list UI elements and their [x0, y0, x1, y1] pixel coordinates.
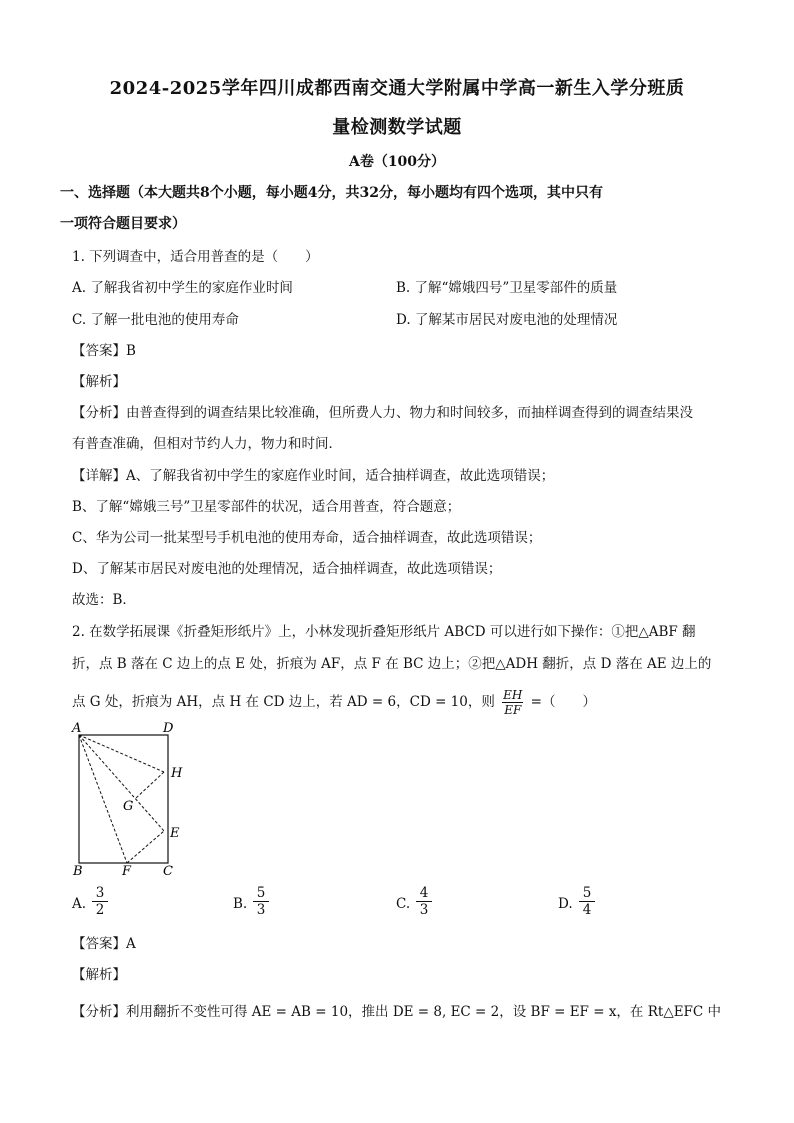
q2-ratio-denominator: EF — [504, 703, 522, 717]
figure-label-d: D — [163, 721, 174, 736]
q2-option-b-den: 3 — [256, 902, 266, 918]
figure-label-e: E — [170, 826, 180, 841]
figure-label-h: H — [171, 766, 183, 781]
q2-option-d-label: D. — [558, 896, 573, 912]
q1-conclusion: 故选：B． — [72, 592, 136, 608]
q2-stem-line2: 折，点 B 落在 C 边上的点 E 处，折痕为 AF，点 F 在 BC 边上；②把△ADH 翻折，点 D 落在 AE 边上的 — [72, 656, 712, 672]
q2-ratio-numerator: EH — [503, 688, 523, 702]
q2-analysis-label: 【解析】 — [72, 967, 126, 983]
q2-option-b-fraction — [253, 885, 269, 918]
fold-line-af — [79, 735, 127, 863]
q2-option-a-fraction — [92, 885, 108, 918]
q2-stem-line3-text: 点 G 处，折痕为 AH，点 H 在 CD 边上，若 AD = 6，CD = 10，则 — [72, 694, 495, 710]
q2-option-b-num: 5 — [253, 885, 269, 902]
q2-option-c-label: C. — [396, 896, 411, 912]
section-heading: A卷（100分） — [348, 154, 446, 170]
q1-detail-1: 【详解】A、了解我省初中学生的家庭作业时间，适合抽样调查，故此选项错误； — [72, 468, 555, 484]
q2-option-c-num: 4 — [416, 885, 432, 902]
q2-fenxi: 【分析】利用翻折不变性可得 AE = AB = 10，推出 DE = 8, EC = 2，设 BF = EF = x，在 Rt△EFC 中 — [72, 1004, 722, 1020]
figure-label-g: G — [123, 799, 134, 814]
q2-option-a-den: 2 — [95, 902, 105, 918]
figure-label-a: A — [72, 721, 82, 736]
q1-analysis-label: 【解析】 — [72, 374, 126, 390]
figure-label-b: B — [73, 864, 83, 879]
q1-fenxi-line1: 【分析】由普查得到的调查结果比较准确，但所费人力、物力和时间较多，而抽样调查得到的调查结果没 — [72, 405, 693, 421]
q1-answer: 【答案】B — [72, 343, 136, 359]
segment-ae — [79, 735, 164, 831]
q1-stem: 1. 下列调查中，适合用普查的是（ ） — [72, 249, 319, 265]
q2-option-d-num: 5 — [579, 885, 595, 902]
q2-option-d-den: 4 — [582, 902, 592, 918]
figure-label-c: C — [163, 864, 173, 879]
q1-option-b: B. 了解“嫦娥四号”卫星零部件的质量 — [396, 280, 618, 296]
fold-line-ah — [79, 735, 164, 772]
segment-fe — [127, 831, 164, 863]
q2-stem-line3-tail: =（ ） — [530, 694, 596, 710]
q2-answer: 【答案】A — [72, 936, 136, 952]
q1-option-c: C. 了解一批电池的使用寿命 — [72, 312, 239, 328]
exam-title-line2: 量检测数学试题 — [332, 117, 462, 138]
part1-heading-line2: 一项符合题目要求） — [60, 216, 186, 232]
q2-option-d-fraction — [579, 885, 595, 918]
q2-option-c-den: 3 — [419, 902, 429, 918]
q2-geometry-figure — [66, 718, 196, 880]
segment-hg — [136, 772, 164, 798]
q1-detail-3: C、华为公司一批某型号手机电池的使用寿命，适合抽样调查，故此选项错误； — [72, 530, 542, 546]
q1-option-d: D. 了解某市居民对废电池的处理情况 — [396, 312, 618, 328]
q1-detail-4: D、了解某市居民对废电池的处理情况，适合抽样调查，故此选项错误； — [72, 561, 502, 577]
q2-option-a-label: A. — [72, 896, 87, 912]
figure-label-f: F — [122, 864, 132, 879]
q2-option-b-label: B. — [233, 896, 248, 912]
q2-option-c-fraction — [416, 885, 432, 918]
exam-title-line1: 2024-2025学年四川成都西南交通大学附属中学高一新生入学分班质 — [109, 78, 685, 99]
q2-option-a-num: 3 — [92, 885, 108, 902]
q2-ratio-fraction — [502, 688, 523, 717]
q2-stem-line1: 2. 在数学拓展课《折叠矩形纸片》上，小林发现折叠矩形纸片 ABCD 可以进行如下操作：①把△ABF 翻 — [72, 624, 696, 640]
q1-option-a: A. 了解我省初中学生的家庭作业时间 — [72, 280, 293, 296]
q2-stem-line3 — [72, 688, 596, 717]
q1-fenxi-line2: 有普查准确，但相对节约人力，物力和时间． — [72, 436, 342, 452]
q1-detail-2: B、了解“嫦娥三号”卫星零部件的状况，适合用普查，符合题意； — [72, 499, 461, 515]
part1-heading-line1: 一、选择题（本大题共8个小题，每小题4分，共32分，每小题均有四个选项，其中只有 — [60, 185, 603, 201]
